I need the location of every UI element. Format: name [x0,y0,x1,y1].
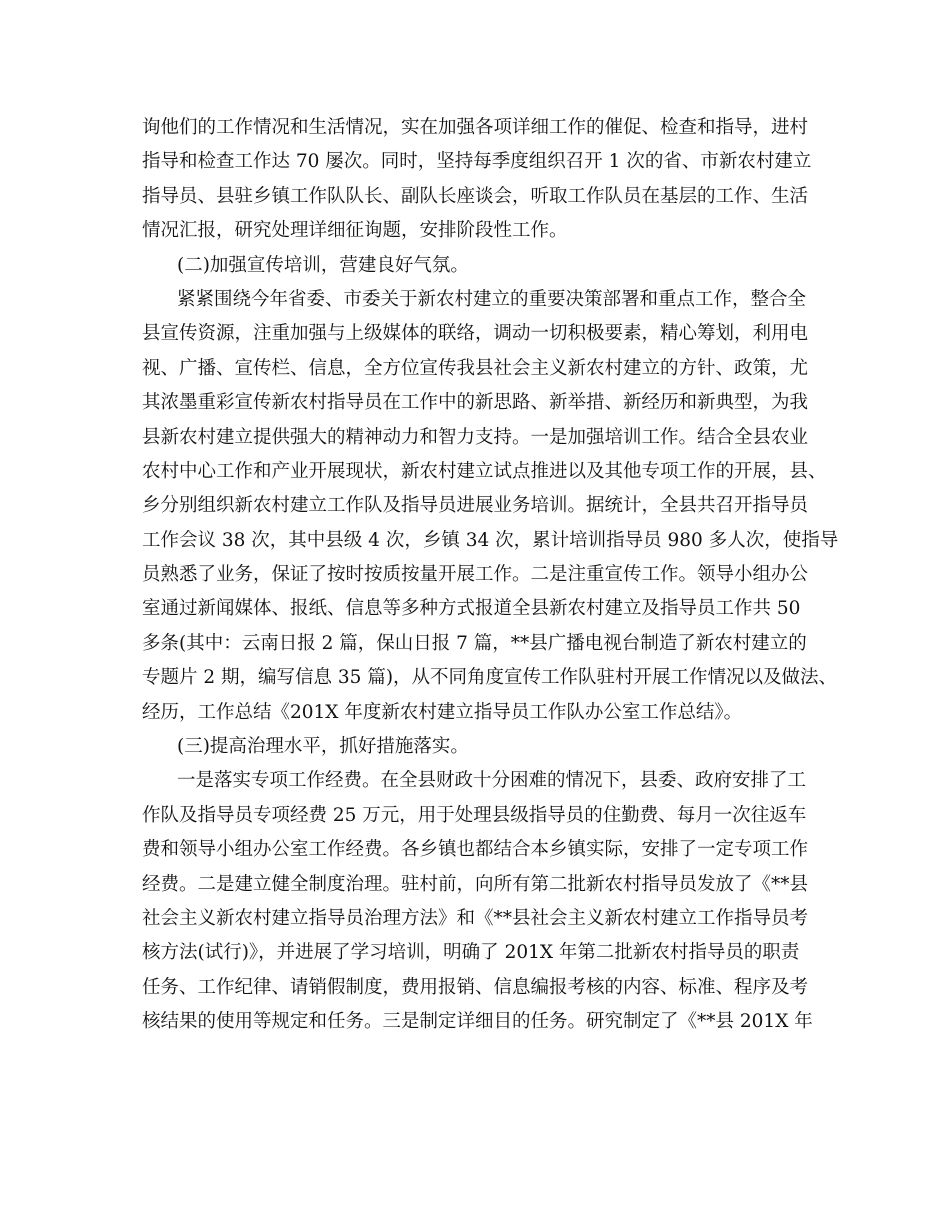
text-line: 工作会议 38 次，其中县级 4 次，乡镇 34 次，累计培训指导员 980 多人次，使指导 [142,529,839,551]
text-line: 经费。二是建立健全制度治理。驻村前，向所有第二批新农村指导员发放了《**县 [142,873,809,895]
text-line: 询他们的工作情况和生活情况，实在加强各项详细工作的催促、检查和指导，进村 [142,117,809,138]
paragraph-first-line: 紧紧围绕今年省委、市委关于新农村建立的重要决策部署和重点工作，整合全 [177,288,807,310]
text-line: 县宣传资源，注重加强与上级媒体的联络，调动一切积极要素，精心筹划，利用电 [142,323,809,345]
text-line: 作队及指导员专项经费 25 万元，用于处理县级指导员的住勤费、每月一次往返车 [142,804,807,826]
text-line: 指导和检查工作达 70 屡次。同时，坚持每季度组织召开 1 次的省、市新农村建立 [142,151,812,173]
text-line: 情况汇报，研究处理详细征询题，安排阶段性工作。 [142,220,568,242]
text-line: 核方法(试行)》，并进展了学习培训，明确了 201X 年第二批新农村指导员的职责 [142,942,800,964]
text-line: 经历，工作总结《201X 年度新农村建立指导员工作队办公室工作总结》。 [142,701,743,723]
text-line: 费和领导小组办公室工作经费。各乡镇也都结合本乡镇实际，安排了一定专项工作 [142,839,809,861]
text-line: 任务、工作纪律、请销假制度，费用报销、信息编报考核的内容、标准、程序及考 [142,976,809,998]
text-line: 多条(其中：云南日报 2 篇，保山日报 7 篇，**县广播电视台制造了新农村建立的 [142,632,807,654]
paragraph-first-line: (三)提高治理水平，抓好措施落实。 [177,736,469,758]
text-line: 视、广播、宣传栏、信息，全方位宣传我县社会主义新农村建立的方针、政策，尤 [142,357,809,379]
text-line: 其浓墨重彩宣传新农村指导员在工作中的新思路、新举措、新经历和新典型，为我 [142,392,809,414]
text-line: 县新农村建立提供强大的精神动力和智力支持。一是加强培训工作。结合全县农业 [142,426,809,448]
text-line: 核结果的使用等规定和任务。三是制定详细目的任务。研究制定了《**县 201X 年 [142,1011,813,1033]
text-line: 员熟悉了业务，保证了按时按质按量开展工作。二是注重宣传工作。领导小组办公 [142,564,809,586]
text-line: 农村中心工作和产业开展现状，新农村建立试点推进以及其他专项工作的开展，县、 [142,460,827,482]
text-line: 专题片 2 期，编写信息 35 篇)，从不同角度宣传工作队驻村开展工作情况以及做法、 [142,667,838,689]
document-body [142,111,839,1040]
text-line: 乡分别组织新农村建立工作队及指导员进展业务培训。据统计，全县共召开指导员 [142,495,809,517]
paragraph-first-line: 一是落实专项工作经费。在全县财政十分困难的情况下，县委、政府安排了工 [177,770,807,792]
text-line: 指导员、县驻乡镇工作队队长、副队长座谈会，听取工作队员在基层的工作、生活 [142,185,809,207]
text-line: 社会主义新农村建立指导员治理方法》和《**县社会主义新农村建立工作指导员考 [142,907,809,929]
text-line: 室通过新闻媒体、报纸、信息等多种方式报道全县新农村建立及指导员工作共 50 [142,598,801,620]
paragraph-first-line: (二)加强宣传培训，营建良好气氛。 [177,254,469,276]
